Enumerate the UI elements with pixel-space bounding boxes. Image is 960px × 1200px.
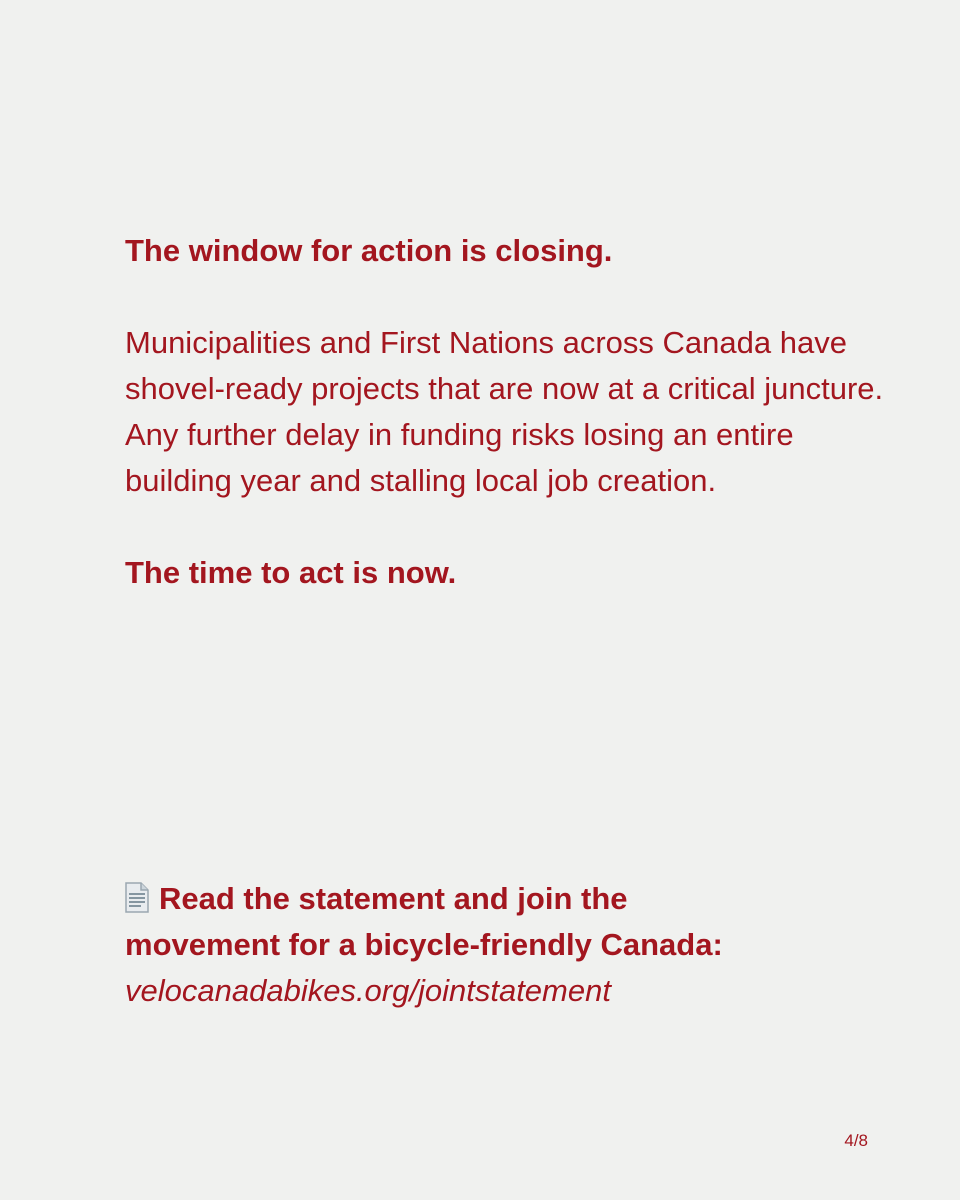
slide-closing: The time to act is now. bbox=[125, 555, 457, 590]
cta-line-1 bbox=[125, 876, 905, 922]
document-icon bbox=[125, 882, 149, 913]
call-to-action bbox=[125, 876, 905, 1014]
slide-heading: The window for action is closing. bbox=[125, 233, 613, 268]
cta-line-1-text: Read the statement and join the bbox=[159, 881, 628, 916]
slide-content bbox=[125, 228, 905, 596]
page-number: 4/8 bbox=[844, 1131, 868, 1150]
cta-line-2: movement for a bicycle-friendly Canada: bbox=[125, 927, 723, 962]
slide-body: Municipalities and First Nations across Canada have shovel-ready projects that are now at a critical juncture. Any further delay in funding risks losing an entire building year and stalling local job creation. bbox=[125, 325, 884, 498]
joint-statement-link[interactable]: velocanadabikes.org/jointstatement bbox=[125, 973, 611, 1008]
